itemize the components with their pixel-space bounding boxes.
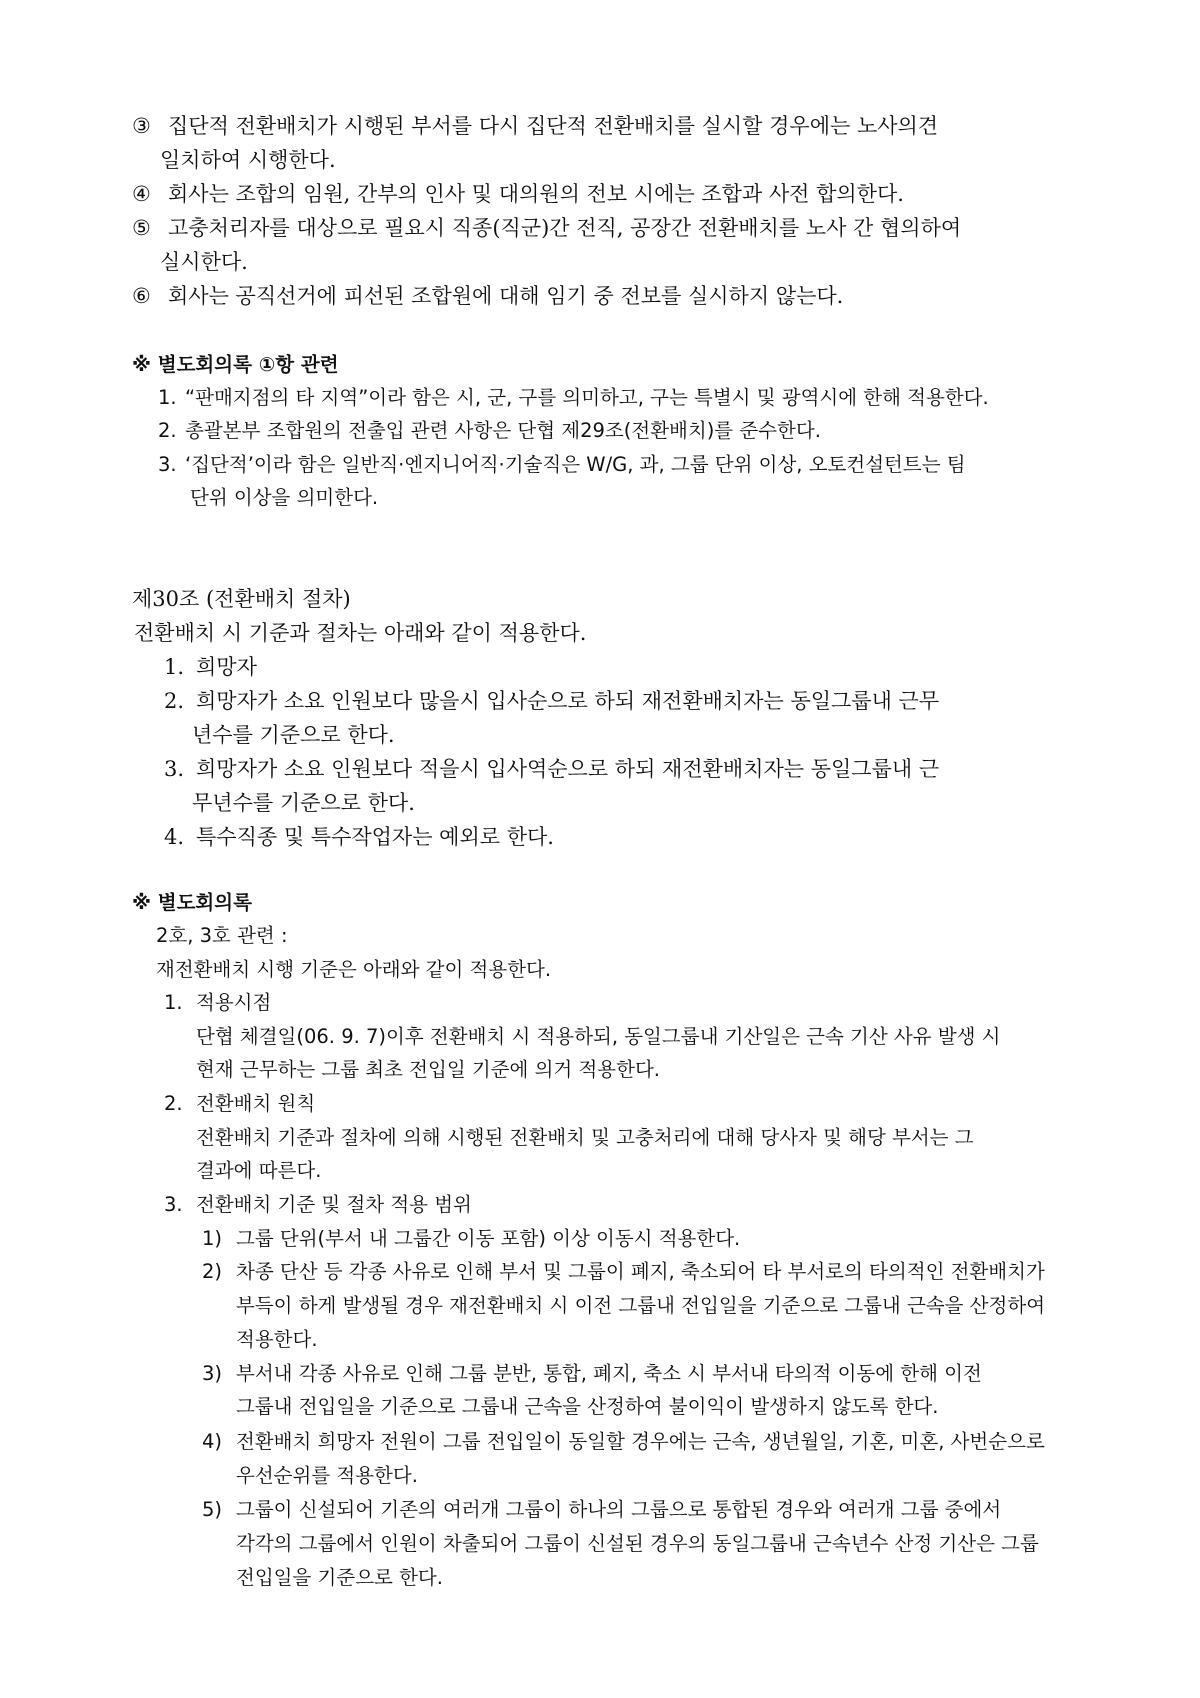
note-title: 전환배치 기준 및 절차 적용 범위 (196, 1193, 472, 1216)
note-text: “판매지점의 타 지역”이라 함은 시, 군, 구를 의미하고, 구는 특별시 및 광역시에 한해 적용한다. (185, 386, 989, 409)
note-title: 적용시점 (196, 991, 272, 1014)
subitem-text: 차종 단산 등 각종 사유로 인해 부서 및 그룹이 폐지, 축소되어 타 부서로의 타의적인 전환배치가 (236, 1260, 1045, 1283)
note-num: 3. (158, 453, 177, 476)
note-text-cont: 단위 이상을 의미한다. (190, 486, 379, 509)
item-text-cont: 무년수를 기준으로 한다. (192, 791, 415, 815)
item-text: 희망자가 소요 인원보다 많을시 입사순으로 하되 재전환배치자는 동일그룹내 근무 (196, 689, 940, 713)
item-text-cont: 실시한다. (160, 250, 248, 274)
item-text: 집단적 전환배치가 시행된 부서를 다시 집단적 전환배치를 실시할 경우에는 노사의견 (168, 114, 939, 138)
subitem-text: 전입일을 기준으로 한다. (236, 1566, 443, 1589)
note-body: 결과에 따른다. (196, 1159, 322, 1182)
note-num: 2. (164, 1092, 183, 1115)
note-num: 3. (164, 1193, 183, 1216)
item-text: 희망자 (196, 655, 257, 679)
subitem-num: 5) (202, 1498, 223, 1521)
subitem-text: 전환배치 희망자 전원이 그룹 전입일이 동일할 경우에는 근속, 생년월일, 기혼, 미혼, 사번순으로 (236, 1430, 1045, 1453)
item-num: 4. (164, 825, 185, 849)
subitem-text: 그룹 단위(부서 내 그룹간 이동 포함) 이상 이동시 적용한다. (236, 1227, 741, 1250)
note-num: 1. (158, 386, 177, 409)
item-num: ④ (132, 182, 151, 206)
item-num: 1. (164, 655, 185, 679)
subitem-text: 적용한다. (236, 1328, 318, 1351)
special-note-heading: ※ 별도회의록 (132, 891, 252, 914)
special-note-intro: 재전환배치 시행 기준은 아래와 같이 적용한다. (156, 958, 552, 981)
article-title: 제30조 (전환배치 절차) (132, 587, 351, 611)
subitem-text: 각각의 그룹에서 인원이 차출되어 그룹이 신설된 경우의 동일그룹내 근속년수 산정 기산은 그룹 (236, 1532, 1039, 1555)
subitem-text: 그룹이 신설되어 기존의 여러개 그룹이 하나의 그룹으로 통합된 경우와 여러개 그룹 중에서 (236, 1498, 1002, 1521)
note-body: 현재 근무하는 그룹 최초 전입일 기준에 의거 적용한다. (196, 1058, 661, 1081)
item-num: 3. (164, 757, 185, 781)
subitem-text: 부서내 각종 사유로 인해 그룹 분반, 통합, 폐지, 축소 시 부서내 타의적 이동에 한해 이전 (236, 1362, 982, 1385)
note-num: 1. (164, 991, 183, 1014)
subitem-num: 4) (202, 1430, 223, 1453)
item-num: ⑤ (132, 216, 151, 240)
subitem-text: 그룹내 전입일을 기준으로 그룹내 근속을 산정하여 불이익이 발생하지 않도록 한다. (236, 1395, 939, 1418)
item-text: 회사는 조합의 임원, 간부의 인사 및 대의원의 전보 시에는 조합과 사전 합의한다. (168, 182, 904, 206)
subitem-text: 부득이 하게 발생될 경우 재전환배치 시 이전 그룹내 전입일을 기준으로 그룹내 근속을 산정하여 (236, 1294, 1046, 1317)
note-title: 전환배치 원칙 (196, 1092, 316, 1115)
subitem-num: 3) (202, 1362, 223, 1385)
item-text: 희망자가 소요 인원보다 적을시 입사역순으로 하되 재전환배치자는 동일그룹내 근 (196, 757, 940, 781)
item-num: ⑥ (132, 284, 151, 308)
article-intro: 전환배치 시 기준과 절차는 아래와 같이 적용한다. (134, 621, 587, 645)
note-num: 2. (158, 419, 177, 442)
item-text: 고충처리자를 대상으로 필요시 직종(직군)간 전직, 공장간 전환배치를 노사 간 협의하여 (168, 216, 962, 240)
item-num: 2. (164, 689, 185, 713)
special-note-heading: ※ 별도회의록 ①항 관련 (132, 353, 339, 376)
subitem-num: 1) (202, 1227, 223, 1250)
item-text: 회사는 공직선거에 피선된 조합원에 대해 임기 중 전보를 실시하지 않는다. (168, 284, 844, 308)
item-text: 특수직종 및 특수작업자는 예외로 한다. (196, 825, 554, 849)
item-num: ③ (132, 114, 151, 138)
note-body: 전환배치 기준과 절차에 의해 시행된 전환배치 및 고충처리에 대해 당사자 및 해당 부서는 그 (196, 1126, 974, 1149)
note-body: 단협 체결일(06. 9. 7)이후 전환배치 시 적용하되, 동일그룹내 기산일은 근속 기산 사유 발생 시 (196, 1025, 1001, 1048)
subitem-num: 2) (202, 1260, 223, 1283)
note-text: ‘집단적’이라 함은 일반직·엔지니어직·기술직은 W/G, 과, 그룹 단위 이상, 오토컨설턴트는 팀 (185, 453, 966, 476)
item-text-cont: 일치하여 시행한다. (160, 148, 336, 172)
item-text-cont: 년수를 기준으로 한다. (192, 723, 395, 747)
subitem-text: 우선순위를 적용한다. (236, 1464, 418, 1487)
special-note-sub: 2호, 3호 관련 : (156, 924, 288, 947)
note-text: 총괄본부 조합원의 전출입 관련 사항은 단협 제29조(전환배치)를 준수한다. (185, 419, 821, 442)
